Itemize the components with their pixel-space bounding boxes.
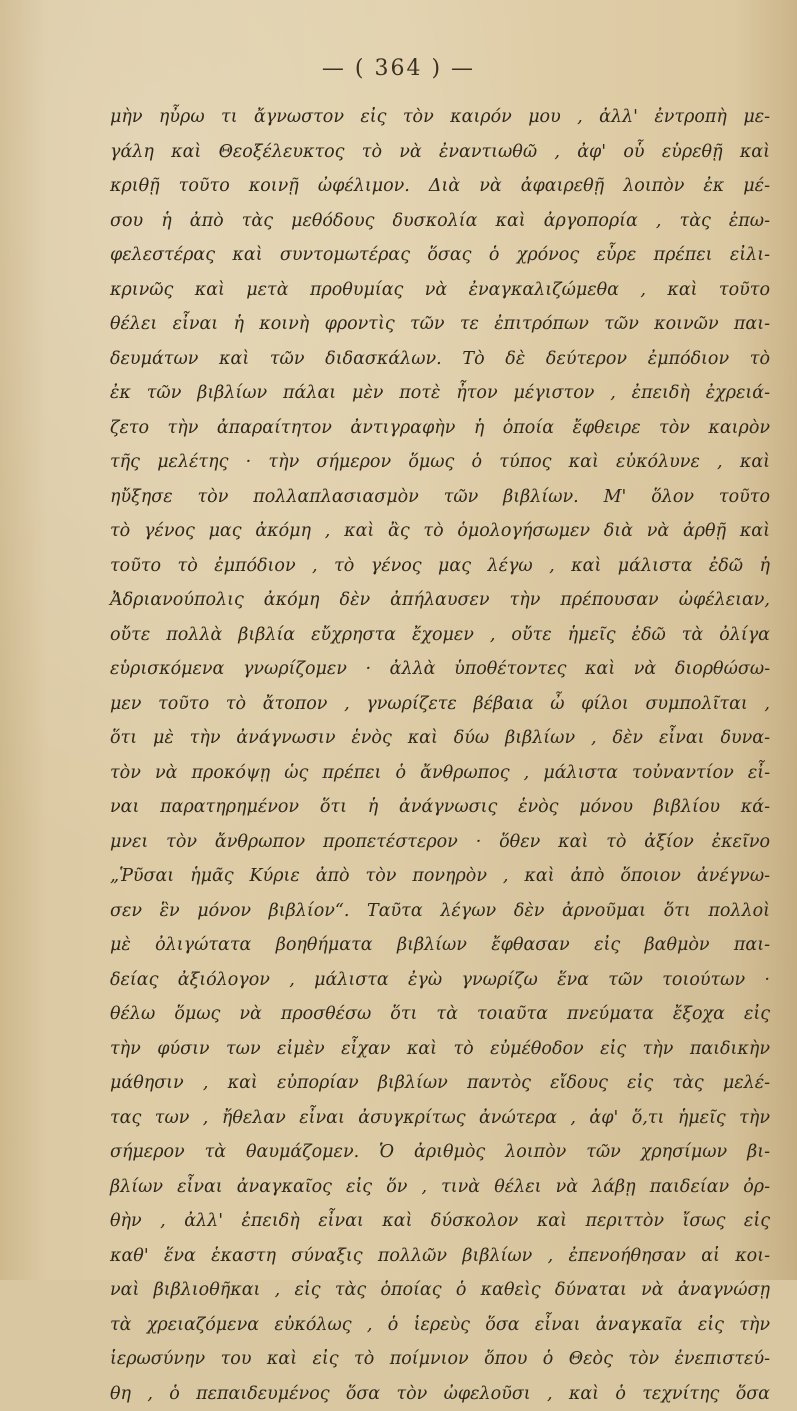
text-line: τὴν φύσιν των εἰμὲν εἶχαν καὶ τὸ εὐμέθοδον εἰς τὴν παιδικὴν (110, 1032, 770, 1067)
text-line: κρινῶς καὶ μετὰ προθυμίας νὰ ἐναγκαλιζώμεθα , καὶ τοῦτο (110, 273, 770, 308)
text-line: τὰ χρειαζόμενα εὐκόλως , ὁ ἱερεὺς ὅσα εἶναι ἀναγκαῖα εἰς τὴν (110, 1308, 770, 1343)
text-line: ηὔξησε τὸν πολλαπλασιασμὸν τῶν βιβλίων. Μ' ὅλον τοῦτο (110, 480, 770, 515)
text-line: μεν τοῦτο τὸ ἄτοπον , γνωρίζετε βέβαια ὦ φίλοι συμπολῖται , (110, 687, 770, 722)
text-line: τας των , ἤθελαν εἶναι ἀσυγκρίτως ἀνώτερα , ἀφ' ὅ,τι ἡμεῖς τὴν (110, 1101, 770, 1136)
text-line: ἱερωσύνην του καὶ εἰς τὸ ποίμνιον ὅπου ὁ Θεὸς τὸν ἐνεπιστεύ- (110, 1342, 770, 1377)
text-line: τοῦτο τὸ ἐμπόδιον , τὸ γένος μας λέγω , καὶ μάλιστα ἐδῶ ἡ (110, 549, 770, 584)
text-line: Ἀδριανούπολις ἀκόμη δὲν ἀπήλαυσεν τὴν πρέπουσαν ὠφέλειαν, (110, 583, 770, 618)
text-line: τῆς μελέτης · τὴν σήμερον ὅμως ὁ τύπος καὶ εὐκόλυνε , καὶ (110, 445, 770, 480)
text-line: ναι παρατηρημένον ὅτι ἡ ἀνάγνωσις ἑνὸς μόνου βιβλίου κά- (110, 790, 770, 825)
text-line: θέλει εἶναι ἡ κοινὴ φροντὶς τῶν τε ἐπιτρόπων τῶν κοινῶν παι- (110, 307, 770, 342)
text-line: τὸν νὰ προκόψῃ ὡς πρέπει ὁ ἄνθρωπος , μάλιστα τοὐναντίον εἶ- (110, 756, 770, 791)
text-line: εὑρισκόμενα γνωρίζομεν · ἀλλὰ ὑποθέτοντες καὶ νὰ διορθώσω- (110, 652, 770, 687)
text-line: θέλω ὅμως νὰ προσθέσω ὅτι τὰ τοιαῦτα πνεύματα ἔξοχα εἰς (110, 997, 770, 1032)
text-line: ὅτι μὲ τὴν ἀνάγνωσιν ἑνὸς καὶ δύω βιβλίων , δὲν εἶναι δυνα- (110, 721, 770, 756)
text-line: καθ' ἕνα ἑκαστη σύναξις πολλῶν βιβλίων , ἐπενοήθησαν αἱ κοι- (110, 1239, 770, 1274)
text-line: οὔτε πολλὰ βιβλία εὔχρηστα ἔχομεν , οὔτε ἡμεῖς ἐδῶ τὰ ὀλίγα (110, 618, 770, 653)
text-line: μνει τὸν ἄνθρωπον προπετέστερον · ὅθεν καὶ τὸ ἀξίον ἐκεῖνο (110, 825, 770, 860)
text-line: „Ῥῦσαι ἡμᾶς Κύριε ἀπὸ τὸν πονηρὸν , καὶ ἀπὸ ὅποιον ἀνέγνω- (110, 859, 770, 894)
text-line: ναὶ βιβλιοθῆκαι , εἰς τὰς ὁποίας ὁ καθεὶς δύναται νὰ ἀναγνώσῃ (110, 1273, 770, 1308)
text-line: ἐκ τῶν βιβλίων πάλαι μὲν ποτὲ ἦτον μέγιστον , ἐπειδὴ ἐχρειά- (110, 376, 770, 411)
text-line: μὲ ὀλιγώτατα βοηθήματα βιβλίων ἔφθασαν εἰς βαθμὸν παι- (110, 928, 770, 963)
text-line: τὸ γένος μας ἀκόμη , καὶ ἂς τὸ ὁμολογήσωμεν διὰ νὰ ἀρθῇ καὶ (110, 514, 770, 549)
text-line: δείας ἀξιόλογον , μάλιστα ἐγὼ γνωρίζω ἕνα τῶν τοιούτων · (110, 963, 770, 998)
text-line: μὴν ηὖρω τι ἄγνωστον εἰς τὸν καιρόν μου , ἀλλ' ἐντροπὴ με- (110, 100, 770, 135)
text-line: σήμερον τὰ θαυμάζομεν. Ὁ ἀριθμὸς λοιπὸν τῶν χρησίμων βι- (110, 1135, 770, 1170)
page-number-header: — ( 364 ) — (0, 56, 797, 81)
text-line: φελεστέρας καὶ συντομωτέρας ὅσας ὁ χρόνος εὗρε πρέπει εἰλι- (110, 238, 770, 273)
text-line: βλίων εἶναι ἀναγκαῖος εἰς ὅν , τινὰ θέλει νὰ λάβῃ παιδείαν ὀρ- (110, 1170, 770, 1205)
text-line: δευμάτων καὶ τῶν διδασκάλων. Τὸ δὲ δεύτερον ἐμπόδιον τὸ (110, 342, 770, 377)
text-line: θη , ὁ πεπαιδευμένος ὅσα τὸν ὠφελοῦσι , καὶ ὁ τεχνίτης ὅσα (110, 1377, 770, 1411)
text-line: ζετο τὴν ἀπαραίτητον ἀντιγραφὴν ἡ ὁποία ἔφθειρε τὸν καιρὸν (110, 411, 770, 446)
text-line: μάθησιν , καὶ εὐπορίαν βιβλίων παντὸς εἴδους εἰς τὰς μελέ- (110, 1066, 770, 1101)
text-line: κριθῇ τοῦτο κοινῇ ὠφέλιμον. Διὰ νὰ ἀφαιρεθῇ λοιπὸν ἐκ μέ- (110, 169, 770, 204)
body-text (110, 100, 770, 1411)
text-line: θὴν , ἀλλ' ἐπειδὴ εἶναι καὶ δύσκολον καὶ περιττὸν ἴσως εἰς (110, 1204, 770, 1239)
text-line: σεν ἓν μόνον βιβλίον“. Ταῦτα λέγων δὲν ἀρνοῦμαι ὅτι πολλοὶ (110, 894, 770, 929)
text-line: σου ἡ ἀπὸ τὰς μεθόδους δυσκολία καὶ ἀργοπορία , τὰς ἐπω- (110, 204, 770, 239)
text-line: γάλη καὶ Θεοξέλευκτος τὸ νὰ ἐναντιωθῶ , ἀφ' οὗ εὑρεθῇ καὶ (110, 135, 770, 170)
